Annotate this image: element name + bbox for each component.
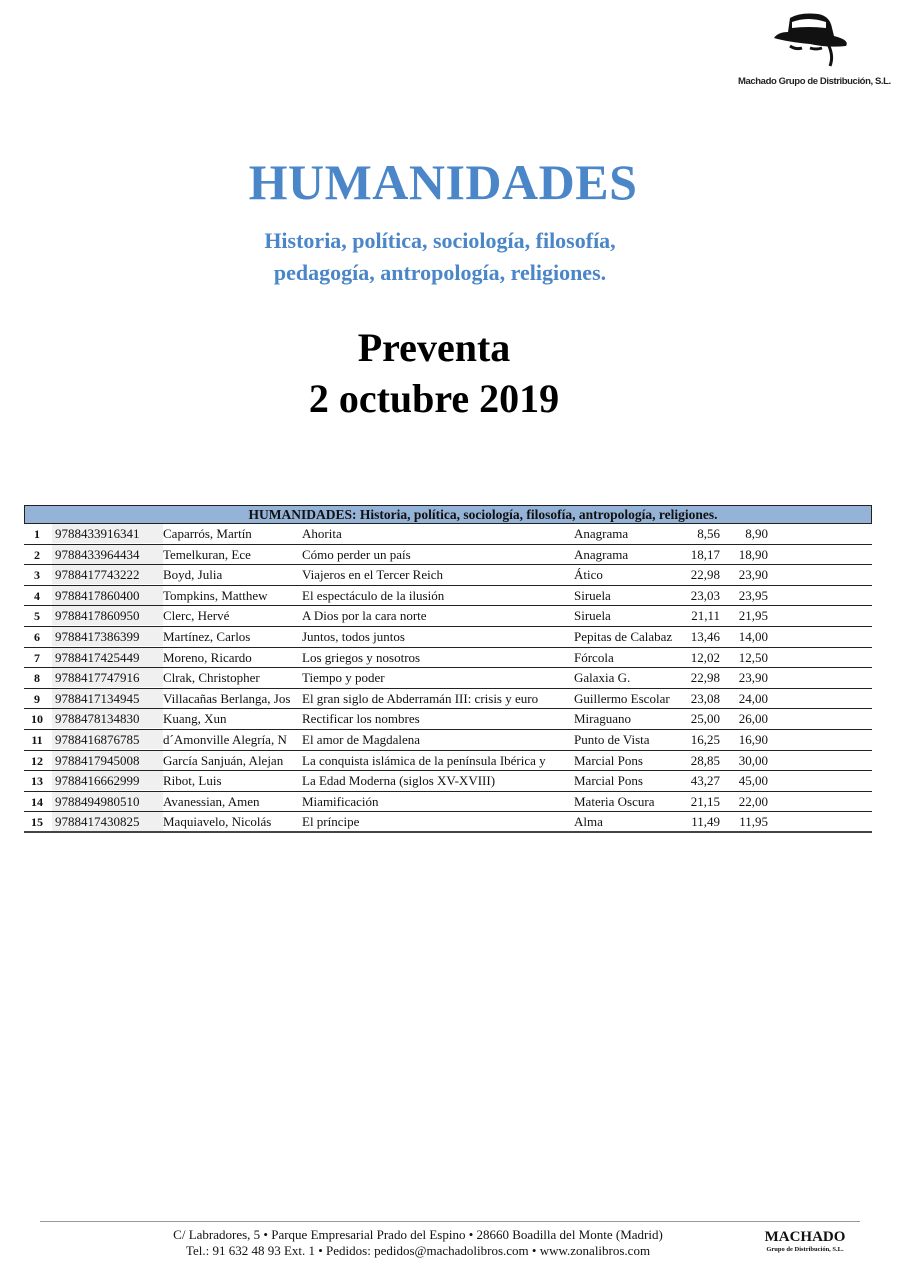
publisher-cell: Marcial Pons bbox=[574, 773, 643, 789]
table-row bbox=[24, 606, 872, 627]
isbn-cell: 9788494980510 bbox=[52, 792, 163, 811]
publisher-cell: Anagrama bbox=[574, 546, 629, 562]
title-cell: Tiempo y poder bbox=[302, 670, 385, 686]
author-cell: Avanessian, Amen bbox=[163, 793, 260, 809]
author-cell: Villacañas Berlanga, Jos bbox=[163, 690, 291, 706]
net-price-cell: 18,17 bbox=[690, 546, 720, 562]
publisher-cell: Fórcola bbox=[574, 649, 614, 665]
publisher-cell: Marcial Pons bbox=[574, 752, 643, 768]
table-row bbox=[24, 586, 872, 607]
table-row bbox=[24, 668, 872, 689]
title-cell: A Dios por la cara norte bbox=[302, 608, 427, 624]
net-price-cell: 43,27 bbox=[690, 773, 720, 789]
price-cell: 30,00 bbox=[738, 752, 768, 768]
publisher-cell: Galaxia G. bbox=[574, 670, 631, 686]
footer-address: C/ Labradores, 5 • Parque Empresarial Prado del Espino • 28660 Boadilla del Monte (Madrid) bbox=[173, 1227, 663, 1242]
author-cell: Caparrós, Martín bbox=[163, 526, 252, 541]
row-number: 2 bbox=[34, 547, 40, 562]
price-cell: 14,00 bbox=[738, 628, 768, 644]
author-cell: Temelkuran, Ece bbox=[163, 546, 251, 562]
net-price-cell: 23,03 bbox=[690, 587, 720, 603]
title-cell: El gran siglo de Abderramán III: crisis y euro bbox=[302, 690, 539, 706]
price-cell: 23,90 bbox=[738, 567, 768, 583]
logo-caption: Machado Grupo de Distribución, S.L. bbox=[738, 76, 891, 87]
table-row bbox=[24, 751, 872, 772]
row-number: 5 bbox=[34, 609, 40, 624]
table-header: HUMANIDADES: Historia, política, sociología, filosofía, antropología, religiones. bbox=[24, 505, 872, 524]
title-cell: Viajeros en el Tercer Reich bbox=[302, 567, 444, 583]
isbn-cell: 9788417945008 bbox=[52, 751, 163, 770]
publisher-cell: Alma bbox=[574, 814, 603, 830]
title-cell: Juntos, todos juntos bbox=[302, 628, 405, 644]
title-cell: El amor de Magdalena bbox=[302, 731, 421, 747]
table-row bbox=[24, 792, 872, 813]
price-cell: 21,95 bbox=[738, 608, 768, 624]
isbn-cell: 9788417860400 bbox=[52, 586, 163, 605]
title-cell: Miamificación bbox=[302, 793, 379, 809]
publisher-cell: Miraguano bbox=[574, 711, 632, 727]
row-number: 3 bbox=[34, 568, 40, 583]
table-row bbox=[24, 648, 872, 669]
author-cell: García Sanjuán, Alejan bbox=[163, 752, 284, 768]
author-cell: Maquiavelo, Nicolás bbox=[163, 814, 272, 830]
net-price-cell: 8,56 bbox=[697, 526, 720, 541]
price-cell: 8,90 bbox=[745, 526, 768, 541]
isbn-cell: 9788417386399 bbox=[52, 627, 163, 646]
preventa-date: 2 octubre 2019 bbox=[308, 376, 560, 421]
title-cell: Cómo perder un país bbox=[302, 546, 411, 562]
author-cell: Moreno, Ricardo bbox=[163, 649, 252, 665]
net-price-cell: 16,25 bbox=[690, 731, 720, 747]
isbn-cell: 9788417425449 bbox=[52, 648, 163, 667]
price-cell: 18,90 bbox=[738, 546, 768, 562]
author-cell: Boyd, Julia bbox=[163, 567, 223, 583]
table-row bbox=[24, 689, 872, 710]
price-cell: 23,95 bbox=[738, 587, 768, 603]
row-number: 4 bbox=[34, 588, 40, 603]
net-price-cell: 28,85 bbox=[690, 752, 720, 768]
net-price-cell: 13,46 bbox=[690, 628, 720, 644]
net-price-cell: 22,98 bbox=[690, 670, 720, 686]
price-cell: 26,00 bbox=[738, 711, 768, 727]
isbn-cell: 9788478134830 bbox=[52, 709, 163, 728]
publisher-cell: Materia Oscura bbox=[574, 793, 655, 809]
table-row bbox=[24, 545, 872, 566]
isbn-cell: 9788417743222 bbox=[52, 565, 163, 584]
net-price-cell: 12,02 bbox=[690, 649, 720, 665]
publisher-cell: Ático bbox=[574, 567, 603, 583]
price-cell: 23,90 bbox=[738, 670, 768, 686]
row-number: 14 bbox=[31, 794, 43, 809]
net-price-cell: 21,11 bbox=[691, 608, 720, 624]
row-number: 7 bbox=[34, 650, 40, 665]
isbn-cell: 9788417430825 bbox=[52, 812, 163, 831]
publisher-cell: Guillermo Escolar bbox=[574, 690, 670, 706]
row-number: 10 bbox=[31, 712, 43, 727]
title-cell: El príncipe bbox=[302, 814, 360, 830]
publisher-cell: Anagrama bbox=[574, 526, 629, 541]
price-cell: 16,90 bbox=[738, 731, 768, 747]
isbn-cell: 9788433964434 bbox=[52, 545, 163, 564]
publisher-cell: Siruela bbox=[574, 587, 611, 603]
price-cell: 12,50 bbox=[738, 649, 768, 665]
table-row bbox=[24, 730, 872, 751]
isbn-cell: 9788417134945 bbox=[52, 689, 163, 708]
footer-brand: MACHADO bbox=[764, 1229, 846, 1245]
author-cell: Tompkins, Matthew bbox=[163, 587, 268, 603]
row-number: 15 bbox=[31, 815, 43, 830]
net-price-cell: 21,15 bbox=[690, 793, 720, 809]
row-number: 11 bbox=[31, 732, 43, 747]
table-row bbox=[24, 771, 872, 792]
table-row bbox=[24, 565, 872, 586]
title-cell: Rectificar los nombres bbox=[302, 711, 420, 727]
isbn-cell: 9788417747916 bbox=[52, 668, 163, 687]
footer-brand-sub: Grupo de Distribución, S.L. bbox=[766, 1246, 844, 1253]
title-cell: La conquista islámica de la península Ibérica y bbox=[302, 752, 546, 768]
author-cell: d´Amonville Alegría, N bbox=[163, 731, 287, 747]
price-cell: 24,00 bbox=[738, 690, 768, 706]
book-table bbox=[24, 505, 872, 833]
row-number: 6 bbox=[34, 629, 40, 644]
net-price-cell: 11,49 bbox=[691, 814, 720, 830]
net-price-cell: 25,00 bbox=[690, 711, 720, 727]
title-cell: Ahorita bbox=[302, 526, 342, 541]
author-cell: Clerc, Hervé bbox=[163, 608, 230, 624]
isbn-cell: 9788417860950 bbox=[52, 606, 163, 625]
price-cell: 11,95 bbox=[739, 814, 768, 830]
title-cell: Los griegos y nosotros bbox=[302, 649, 421, 665]
row-number: 12 bbox=[31, 753, 43, 768]
subtitle-line-2: pedagogía, antropología, religiones. bbox=[273, 260, 607, 285]
price-cell: 45,00 bbox=[738, 773, 768, 789]
author-cell: Ribot, Luis bbox=[163, 773, 222, 789]
table-row bbox=[24, 524, 872, 545]
author-cell: Kuang, Xun bbox=[163, 711, 227, 727]
footer-contact: Tel.: 91 632 48 93 Ext. 1 • Pedidos: pedidos@machadolibros.com • www.zonalibros.com bbox=[185, 1243, 651, 1258]
footer-divider bbox=[40, 1221, 860, 1222]
title-cell: La Edad Moderna (siglos XV-XVIII) bbox=[302, 773, 496, 789]
table-row bbox=[24, 812, 872, 833]
company-logo bbox=[738, 10, 891, 92]
table-row bbox=[24, 627, 872, 648]
isbn-cell: 9788433916341 bbox=[52, 524, 163, 543]
table-row bbox=[24, 709, 872, 730]
net-price-cell: 22,98 bbox=[690, 567, 720, 583]
isbn-cell: 9788416662999 bbox=[52, 771, 163, 790]
preventa-heading: Preventa bbox=[357, 325, 511, 370]
publisher-cell: Siruela bbox=[574, 608, 611, 624]
net-price-cell: 23,08 bbox=[690, 690, 720, 706]
page-title: HUMANIDADES bbox=[248, 154, 638, 210]
subtitle-line-1: Historia, política, sociología, filosofía, bbox=[264, 228, 616, 253]
author-cell: Clrak, Christopher bbox=[163, 670, 260, 686]
price-cell: 22,00 bbox=[738, 793, 768, 809]
row-number: 8 bbox=[34, 671, 40, 686]
isbn-cell: 9788416876785 bbox=[52, 730, 163, 749]
row-number: 9 bbox=[34, 691, 40, 706]
hat-face-icon bbox=[738, 10, 888, 76]
row-number: 13 bbox=[31, 774, 43, 789]
row-number: 1 bbox=[34, 527, 40, 541]
publisher-cell: Pepitas de Calabaz bbox=[574, 628, 673, 644]
author-cell: Martínez, Carlos bbox=[163, 628, 251, 644]
publisher-cell: Punto de Vista bbox=[574, 731, 650, 747]
title-cell: El espectáculo de la ilusión bbox=[302, 587, 445, 603]
